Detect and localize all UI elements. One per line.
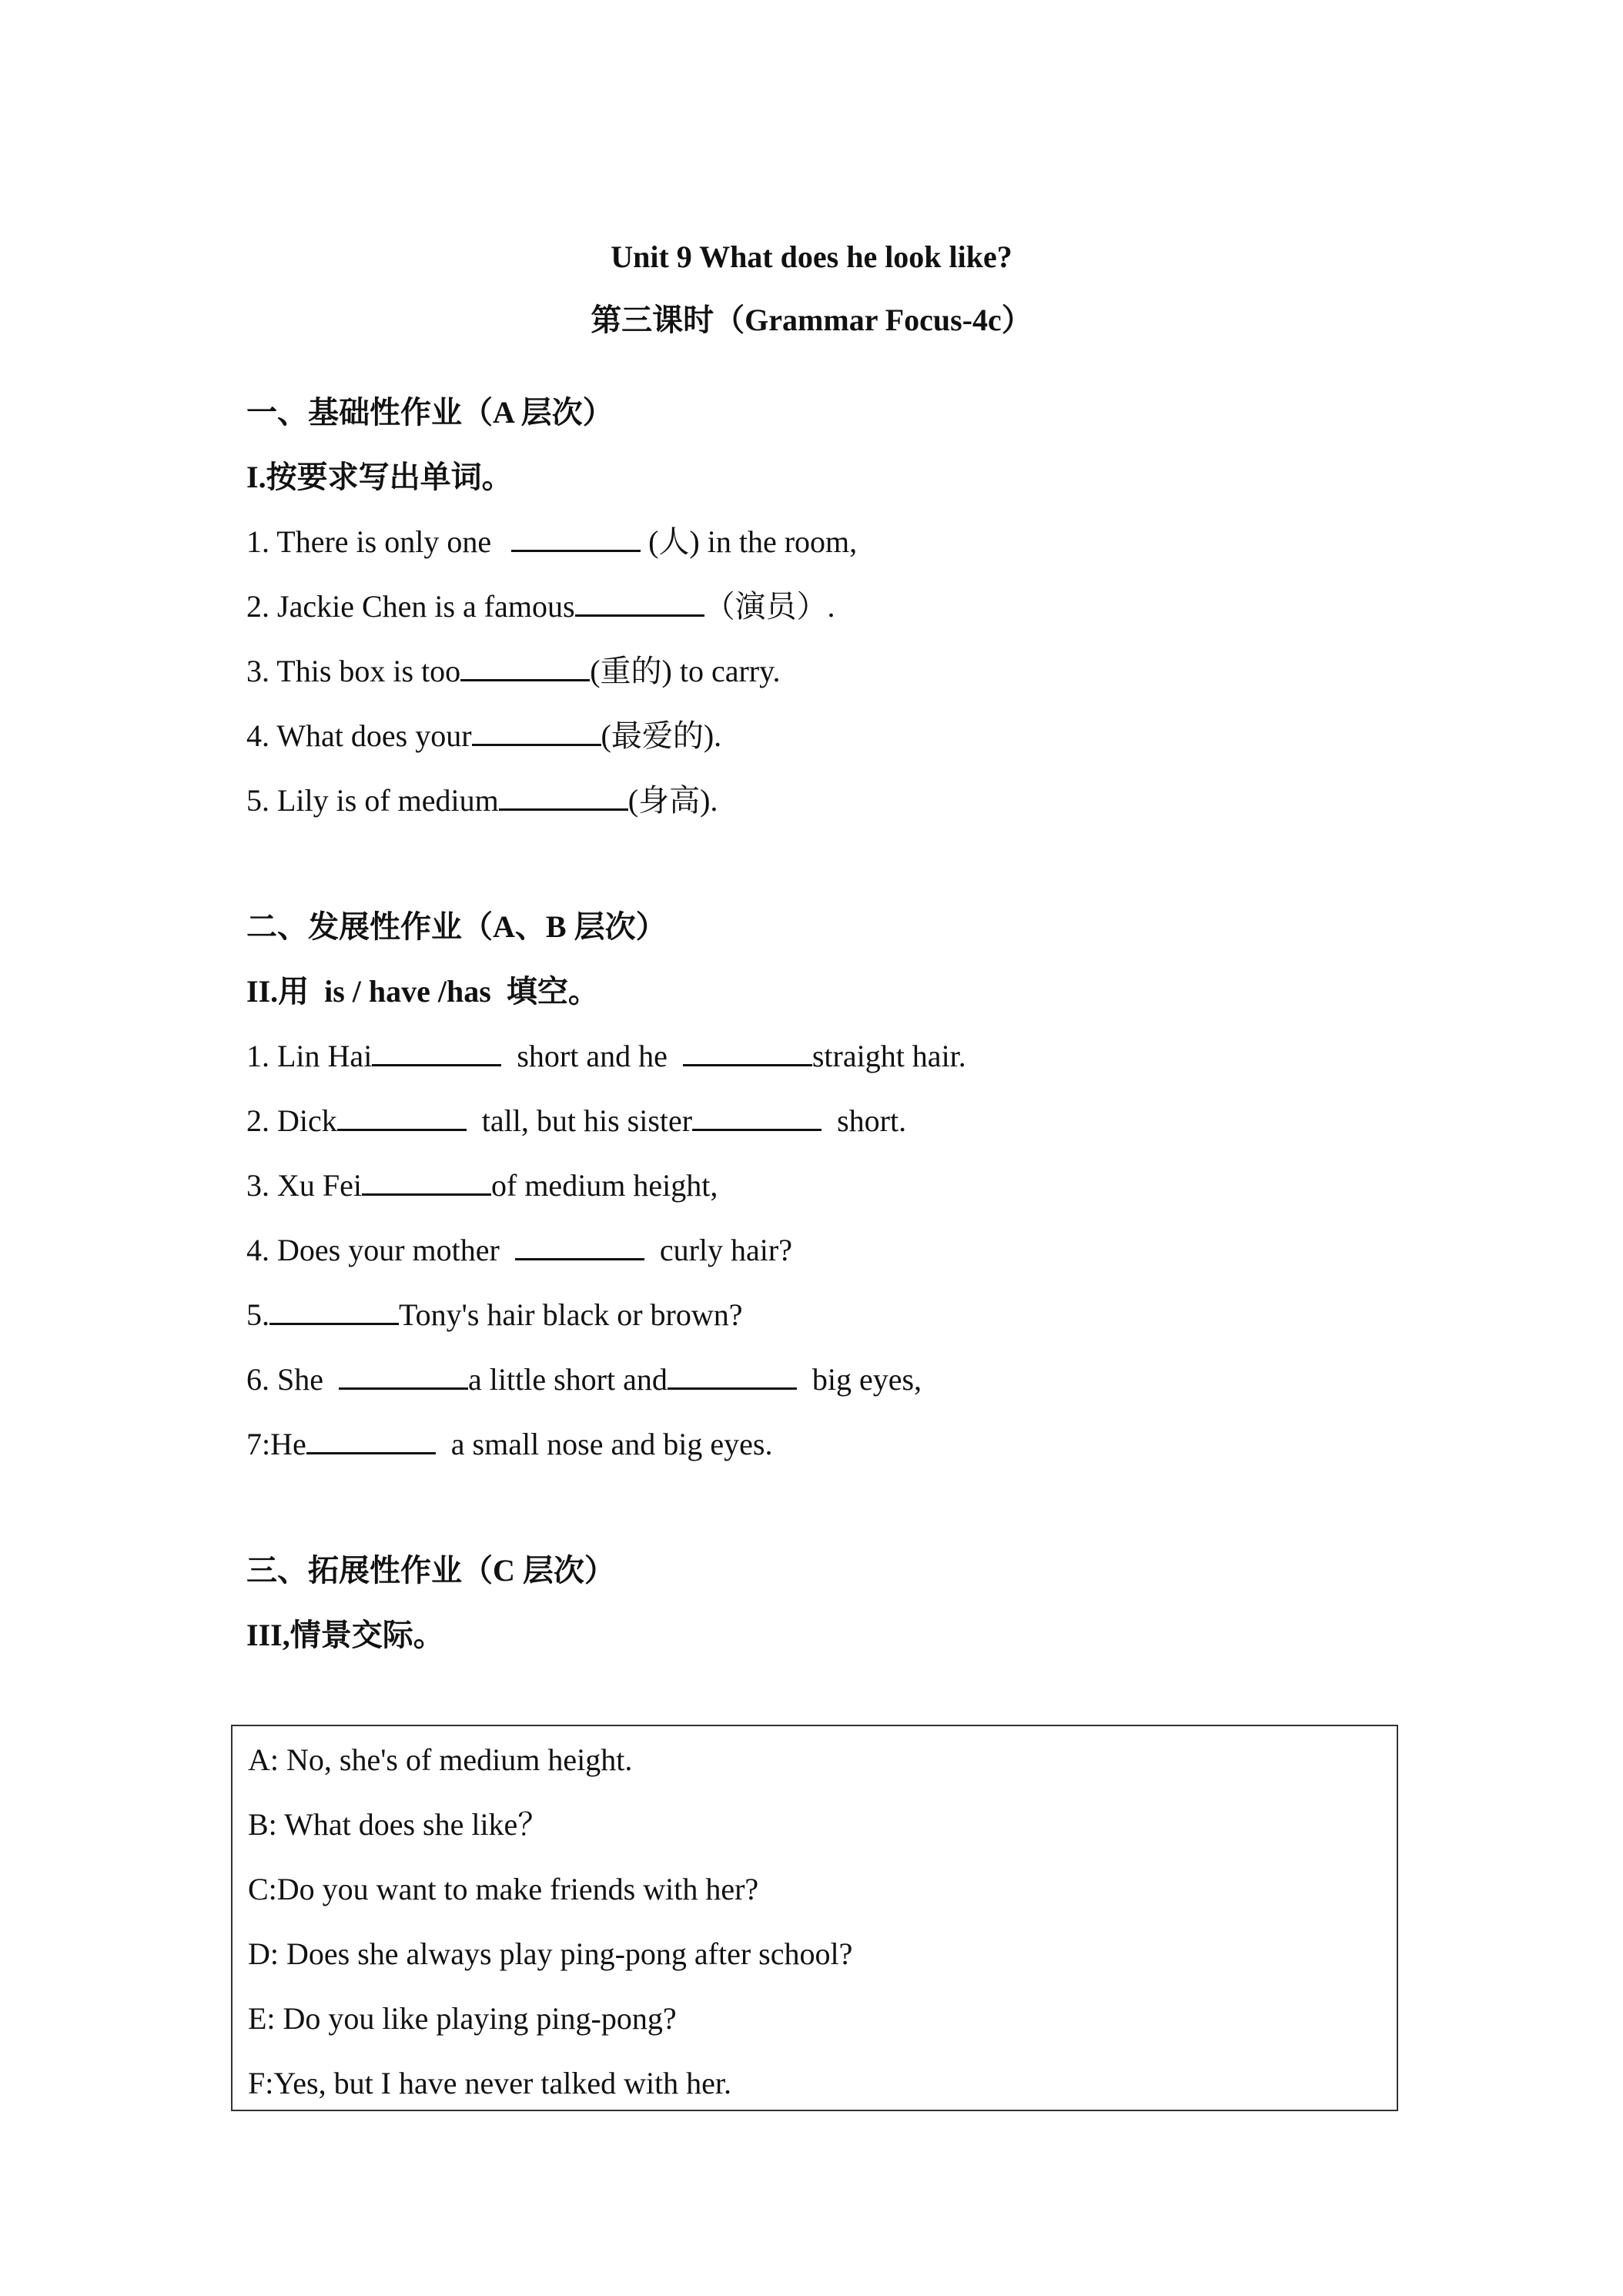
s1-q5-blank[interactable] xyxy=(499,785,628,811)
s2-question-5 xyxy=(246,1297,743,1334)
s1-q1-text-before: 1. There is only one xyxy=(246,524,500,559)
s1-q3-text-before: 3. This box is too xyxy=(246,654,461,688)
section1-part-title: I.按要求写出单词。 xyxy=(246,460,513,494)
section3-heading: 三、拓展性作业（C 层次） xyxy=(246,1553,615,1588)
section2-part-title: II.用 is / have /has 填空。 xyxy=(246,974,599,1009)
s1-q4-blank[interactable] xyxy=(472,721,601,746)
s2-q6-part2: a little short and xyxy=(468,1362,668,1397)
s2-q2-blank-1[interactable] xyxy=(337,1106,467,1131)
option-f: F:Yes, but I have never talked with her. xyxy=(248,2066,732,2100)
option-d: D: Does she always play ping-pong after school? xyxy=(248,1936,853,1971)
s1-question-4 xyxy=(246,718,721,755)
s2-q6-blank-1[interactable] xyxy=(339,1364,468,1390)
s2-q1-part2: short and he xyxy=(501,1039,683,1073)
section1-heading: 一、基础性作业（A 层次） xyxy=(246,395,614,430)
s1-q3-text-after: (重的) to carry. xyxy=(590,654,781,688)
s1-question-5 xyxy=(246,782,718,819)
s2-q1-blank-1[interactable] xyxy=(372,1041,501,1066)
s1-question-1 xyxy=(246,524,857,561)
s2-q5-part2: Tony's hair black or brown? xyxy=(399,1297,743,1332)
s2-q2-part2: tall, but his sister xyxy=(466,1103,693,1138)
s1-question-3 xyxy=(246,653,781,690)
s1-q1-text-after: (人) in the room, xyxy=(641,524,858,559)
s2-q5-blank[interactable] xyxy=(269,1300,399,1325)
s1-q3-blank[interactable] xyxy=(460,656,590,681)
s2-q4-part1: 4. Does your mother xyxy=(246,1233,515,1267)
s2-q2-part3: short. xyxy=(822,1103,907,1138)
s2-q7-part2: a small nose and big eyes. xyxy=(435,1427,773,1461)
unit-title: Unit 9 What does he look like? xyxy=(611,239,1012,274)
s1-q2-blank[interactable] xyxy=(575,591,704,617)
s2-question-1 xyxy=(246,1038,966,1075)
s2-question-3 xyxy=(246,1167,718,1204)
s2-q3-blank[interactable] xyxy=(362,1170,491,1196)
s2-q7-blank[interactable] xyxy=(306,1429,436,1454)
s2-q3-part1: 3. Xu Fei xyxy=(246,1168,362,1203)
s2-q1-part3: straight hair. xyxy=(812,1039,966,1073)
s2-q1-blank-2[interactable] xyxy=(683,1041,812,1066)
s2-q5-part1: 5. xyxy=(246,1297,269,1332)
s1-q5-text-after: (身高). xyxy=(627,783,718,818)
s1-q4-text-before: 4. What does your xyxy=(246,718,472,753)
s1-q4-text-after: (最爱的). xyxy=(601,718,722,753)
s2-q7-part1: 7:He xyxy=(246,1427,306,1461)
s2-q2-part1: 2. Dick xyxy=(246,1103,337,1138)
s2-question-7 xyxy=(246,1426,772,1463)
s2-q4-blank[interactable] xyxy=(515,1235,644,1260)
option-e: E: Do you like playing ping-pong? xyxy=(248,2001,677,2036)
s2-q3-part2: of medium height, xyxy=(491,1168,718,1203)
s2-q6-blank-2[interactable] xyxy=(668,1364,797,1390)
s2-question-2 xyxy=(246,1103,906,1140)
section2-heading: 二、发展性作业（A、B 层次） xyxy=(246,909,667,944)
s2-q6-part3: big eyes, xyxy=(796,1362,922,1397)
s1-q5-text-before: 5. Lily is of medium xyxy=(246,783,499,818)
s2-question-6 xyxy=(246,1361,922,1398)
s2-question-4 xyxy=(246,1232,792,1269)
s2-q4-part2: curly hair? xyxy=(644,1233,792,1267)
s1-q2-text-after: （演员）. xyxy=(704,589,835,624)
s1-q2-text-before: 2. Jackie Chen is a famous xyxy=(246,589,575,624)
s2-q1-part1: 1. Lin Hai xyxy=(246,1039,373,1073)
s2-q6-part1: 6. She xyxy=(246,1362,339,1397)
section3-part-title: III,情景交际。 xyxy=(246,1618,444,1652)
dialogue-options-box xyxy=(231,1725,1398,2111)
option-b: B: What does she like？ xyxy=(248,1807,549,1842)
s2-q2-blank-2[interactable] xyxy=(692,1106,822,1131)
s1-q1-blank[interactable] xyxy=(511,527,641,552)
lesson-title: 第三课时（Grammar Focus-4c） xyxy=(591,303,1032,337)
option-a: A: No, she's of medium height. xyxy=(248,1742,633,1777)
s1-question-2 xyxy=(246,588,835,625)
option-c: C:Do you want to make friends with her? xyxy=(248,1872,759,1906)
